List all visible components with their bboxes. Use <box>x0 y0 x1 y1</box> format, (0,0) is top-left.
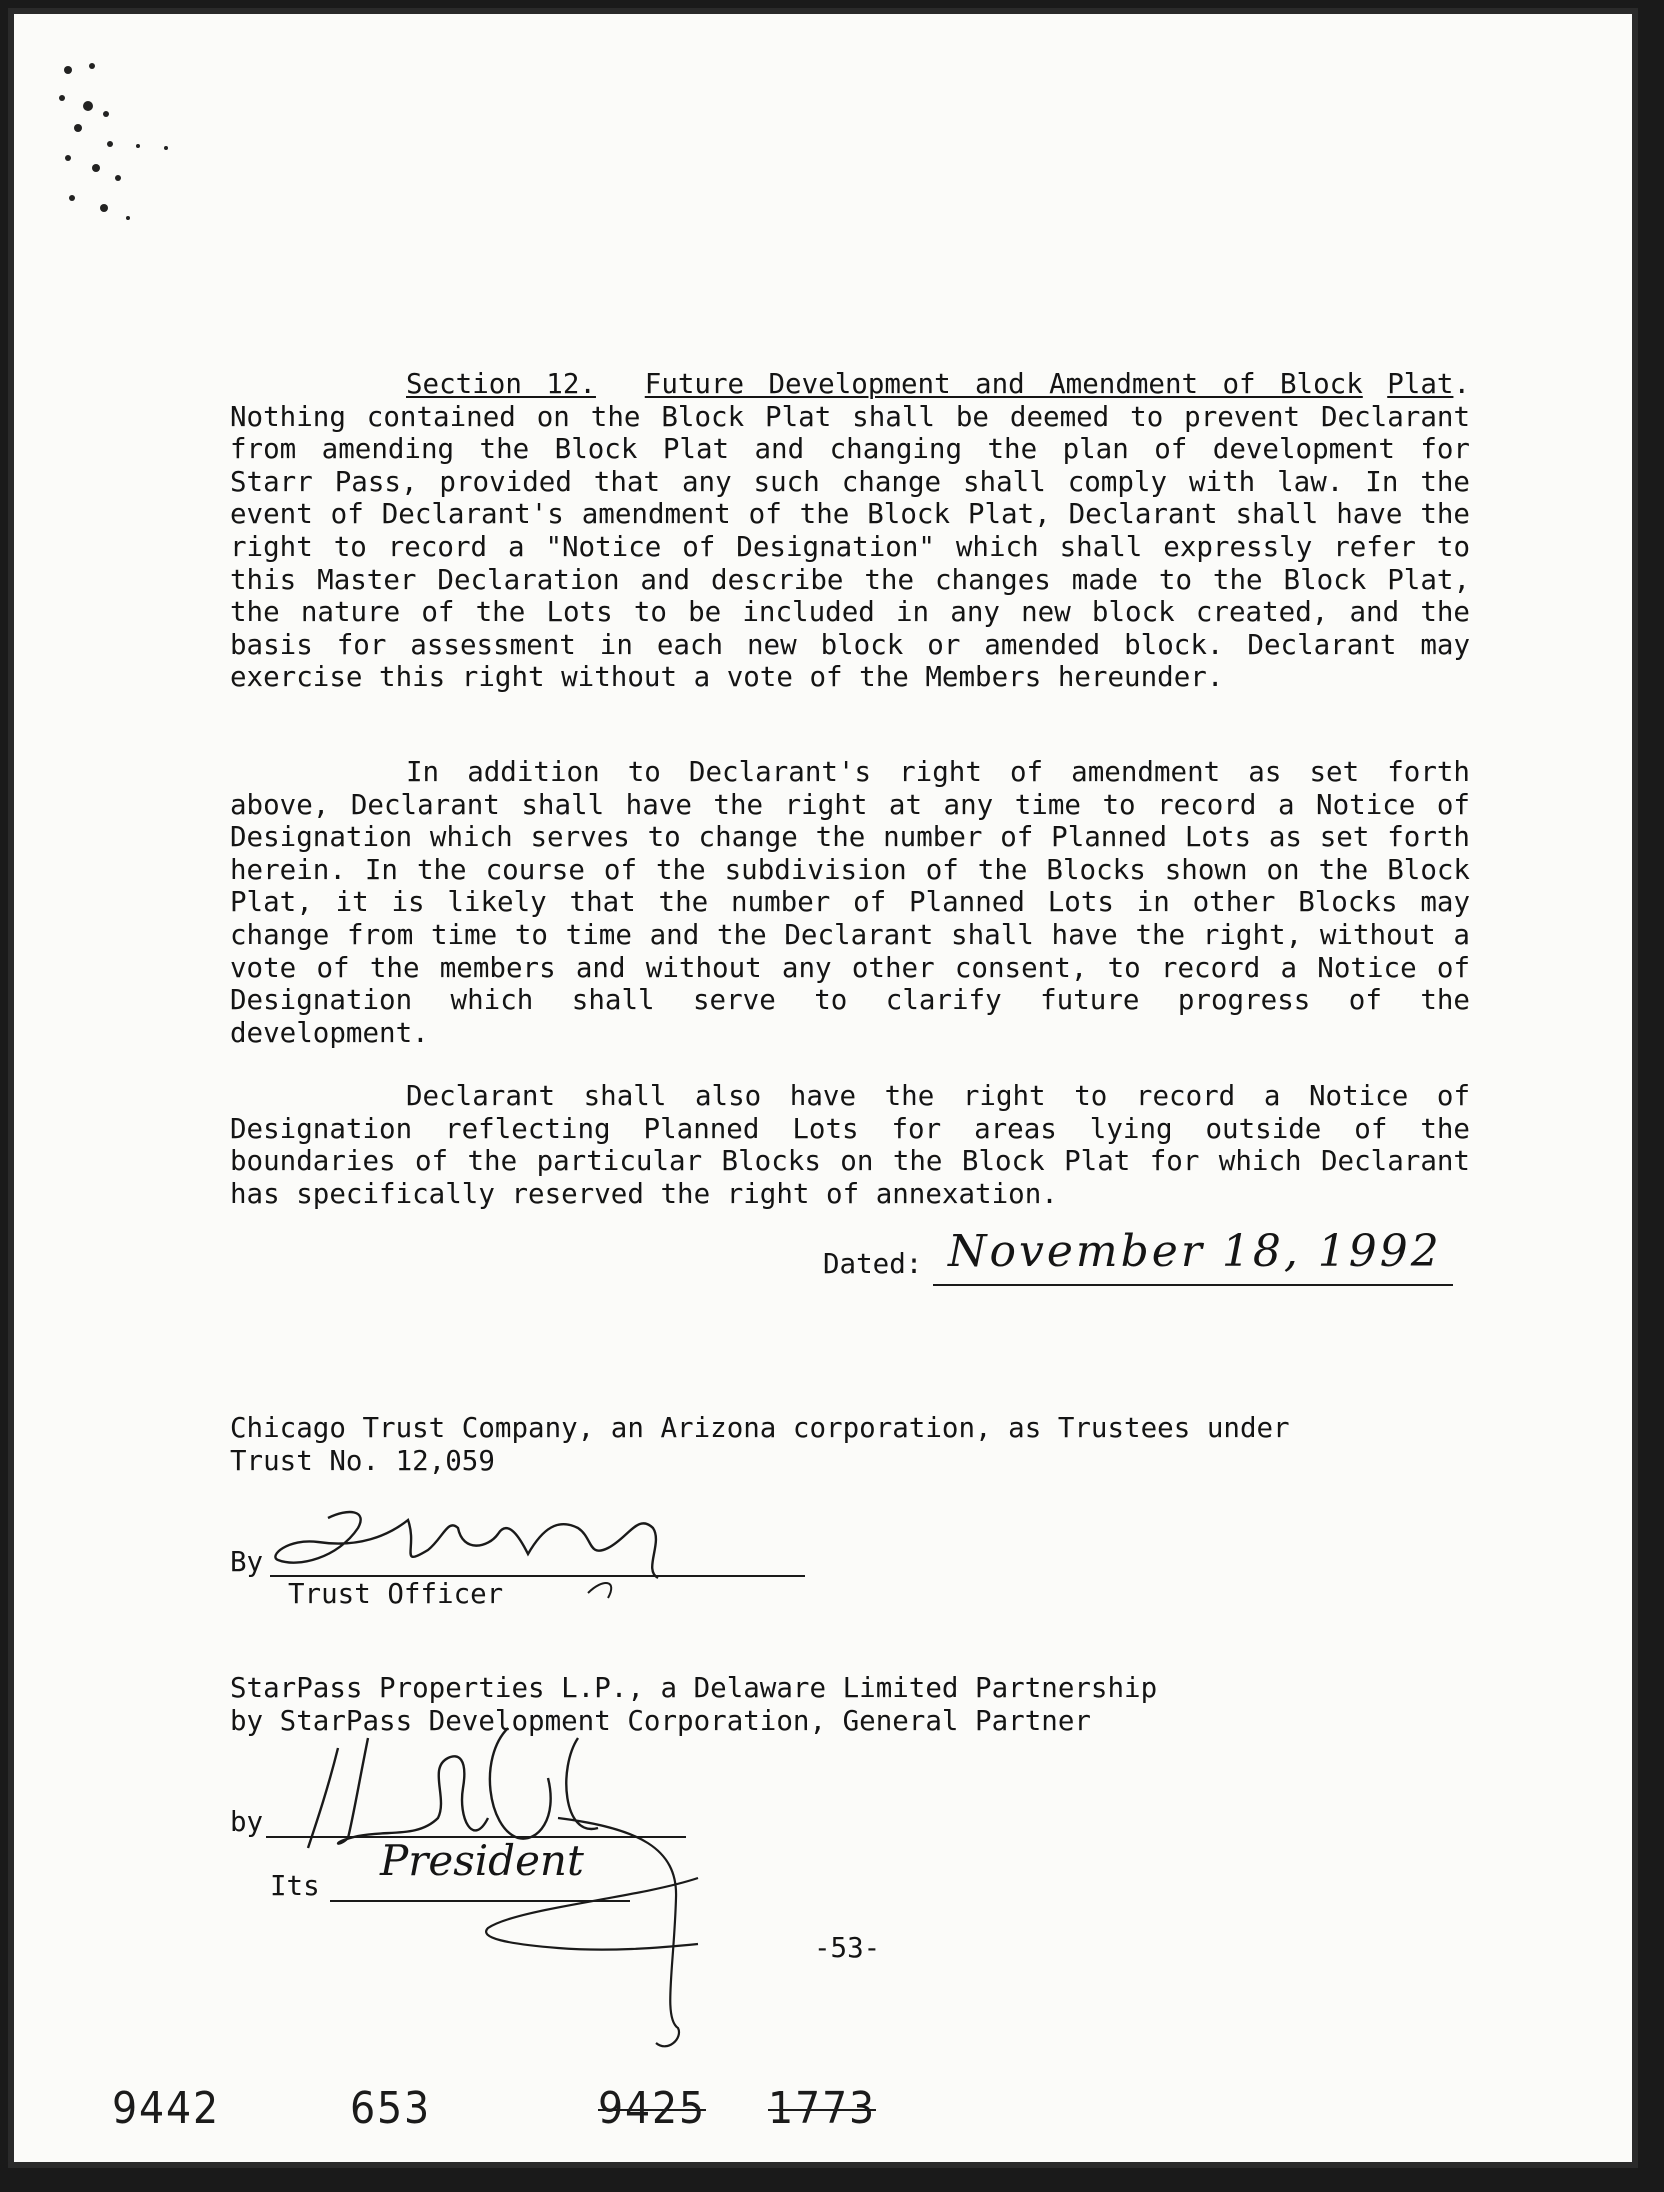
footer-number-4: 1773 <box>768 2083 876 2134</box>
scan-specks <box>48 48 208 248</box>
amendment-paragraph <box>230 756 1470 1049</box>
footer-number-1: 9442 <box>112 2083 220 2134</box>
annexation-paragraph <box>230 1080 1470 1210</box>
trustee-line-1: Chicago Trust Company, an Arizona corporation, as Trustees under <box>230 1412 1290 1444</box>
partnership-line-2: by StarPass Development Corporation, General Partner <box>230 1705 1091 1737</box>
its-line <box>330 1900 630 1902</box>
document-page <box>8 8 1638 2168</box>
page-number: -53- <box>814 1932 881 1964</box>
section-title-line2: Plat <box>1387 368 1454 400</box>
amendment-text: In addition to Declarant's right of amendment as set forth above, Declarant shall have the right at any time to record a Notice of Designation which serves to change the number of Planned Lots as set forth herein. In the course of the subdivision of the Blocks shown on the Block Plat, it is likely that the number of Planned Lots in other Blocks may change from time to time and the Declarant shall have the right, without a vote of the members and without any other consent, to record a Notice of Designation which shall serve to clarify future progress of the development. <box>230 756 1470 1049</box>
its-label: Its <box>270 1870 320 1902</box>
footer-number-2: 653 <box>350 2083 431 2134</box>
trustee-by-label: By <box>230 1546 264 1578</box>
section-label: Section 12. <box>406 368 596 400</box>
trustee-line-2: Trust No. 12,059 <box>230 1445 495 1477</box>
dated-underline <box>933 1284 1453 1286</box>
its-value: President <box>380 1836 584 1885</box>
section-title-line1: Future Development and Amendment of Block <box>644 368 1363 400</box>
dated-label: Dated: <box>823 1248 923 1280</box>
partnership-by-label: by <box>230 1806 264 1838</box>
partnership-line-1: StarPass Properties L.P., a Delaware Limited Partnership <box>230 1672 1158 1704</box>
annexation-text: Declarant shall also have the right to record a Notice of Designation reflecting Planned Lots for areas lying outside of the boundaries of the particular Blocks on the Block Plat for which Declarant has specifically reserved the right of annexation. <box>230 1080 1470 1210</box>
trustee-title: Trust Officer <box>288 1578 504 1610</box>
section-12-paragraph <box>230 368 1470 694</box>
footer-number-3: 9425 <box>598 2083 706 2134</box>
dated-value: November 18, 1992 <box>948 1226 1442 1277</box>
section-12-text: . Nothing contained on the Block Plat shall be deemed to prevent Declarant from amending the Block Plat and changing the plan of development for Starr Pass, provided that any such change shall comply with law. In the event of Declarant's amendment of the Block Plat, Declarant shall have the right to record a "Notice of Designation" which shall expressly refer to this Master Declaration and describe the changes made to the Block Plat, the nature of the Lots to be included in any new block created, and the basis for assessment in each new block or amended block. Declarant may exercise this right without a vote of the Members hereunder. <box>230 368 1470 694</box>
president-signature <box>258 1698 718 2078</box>
